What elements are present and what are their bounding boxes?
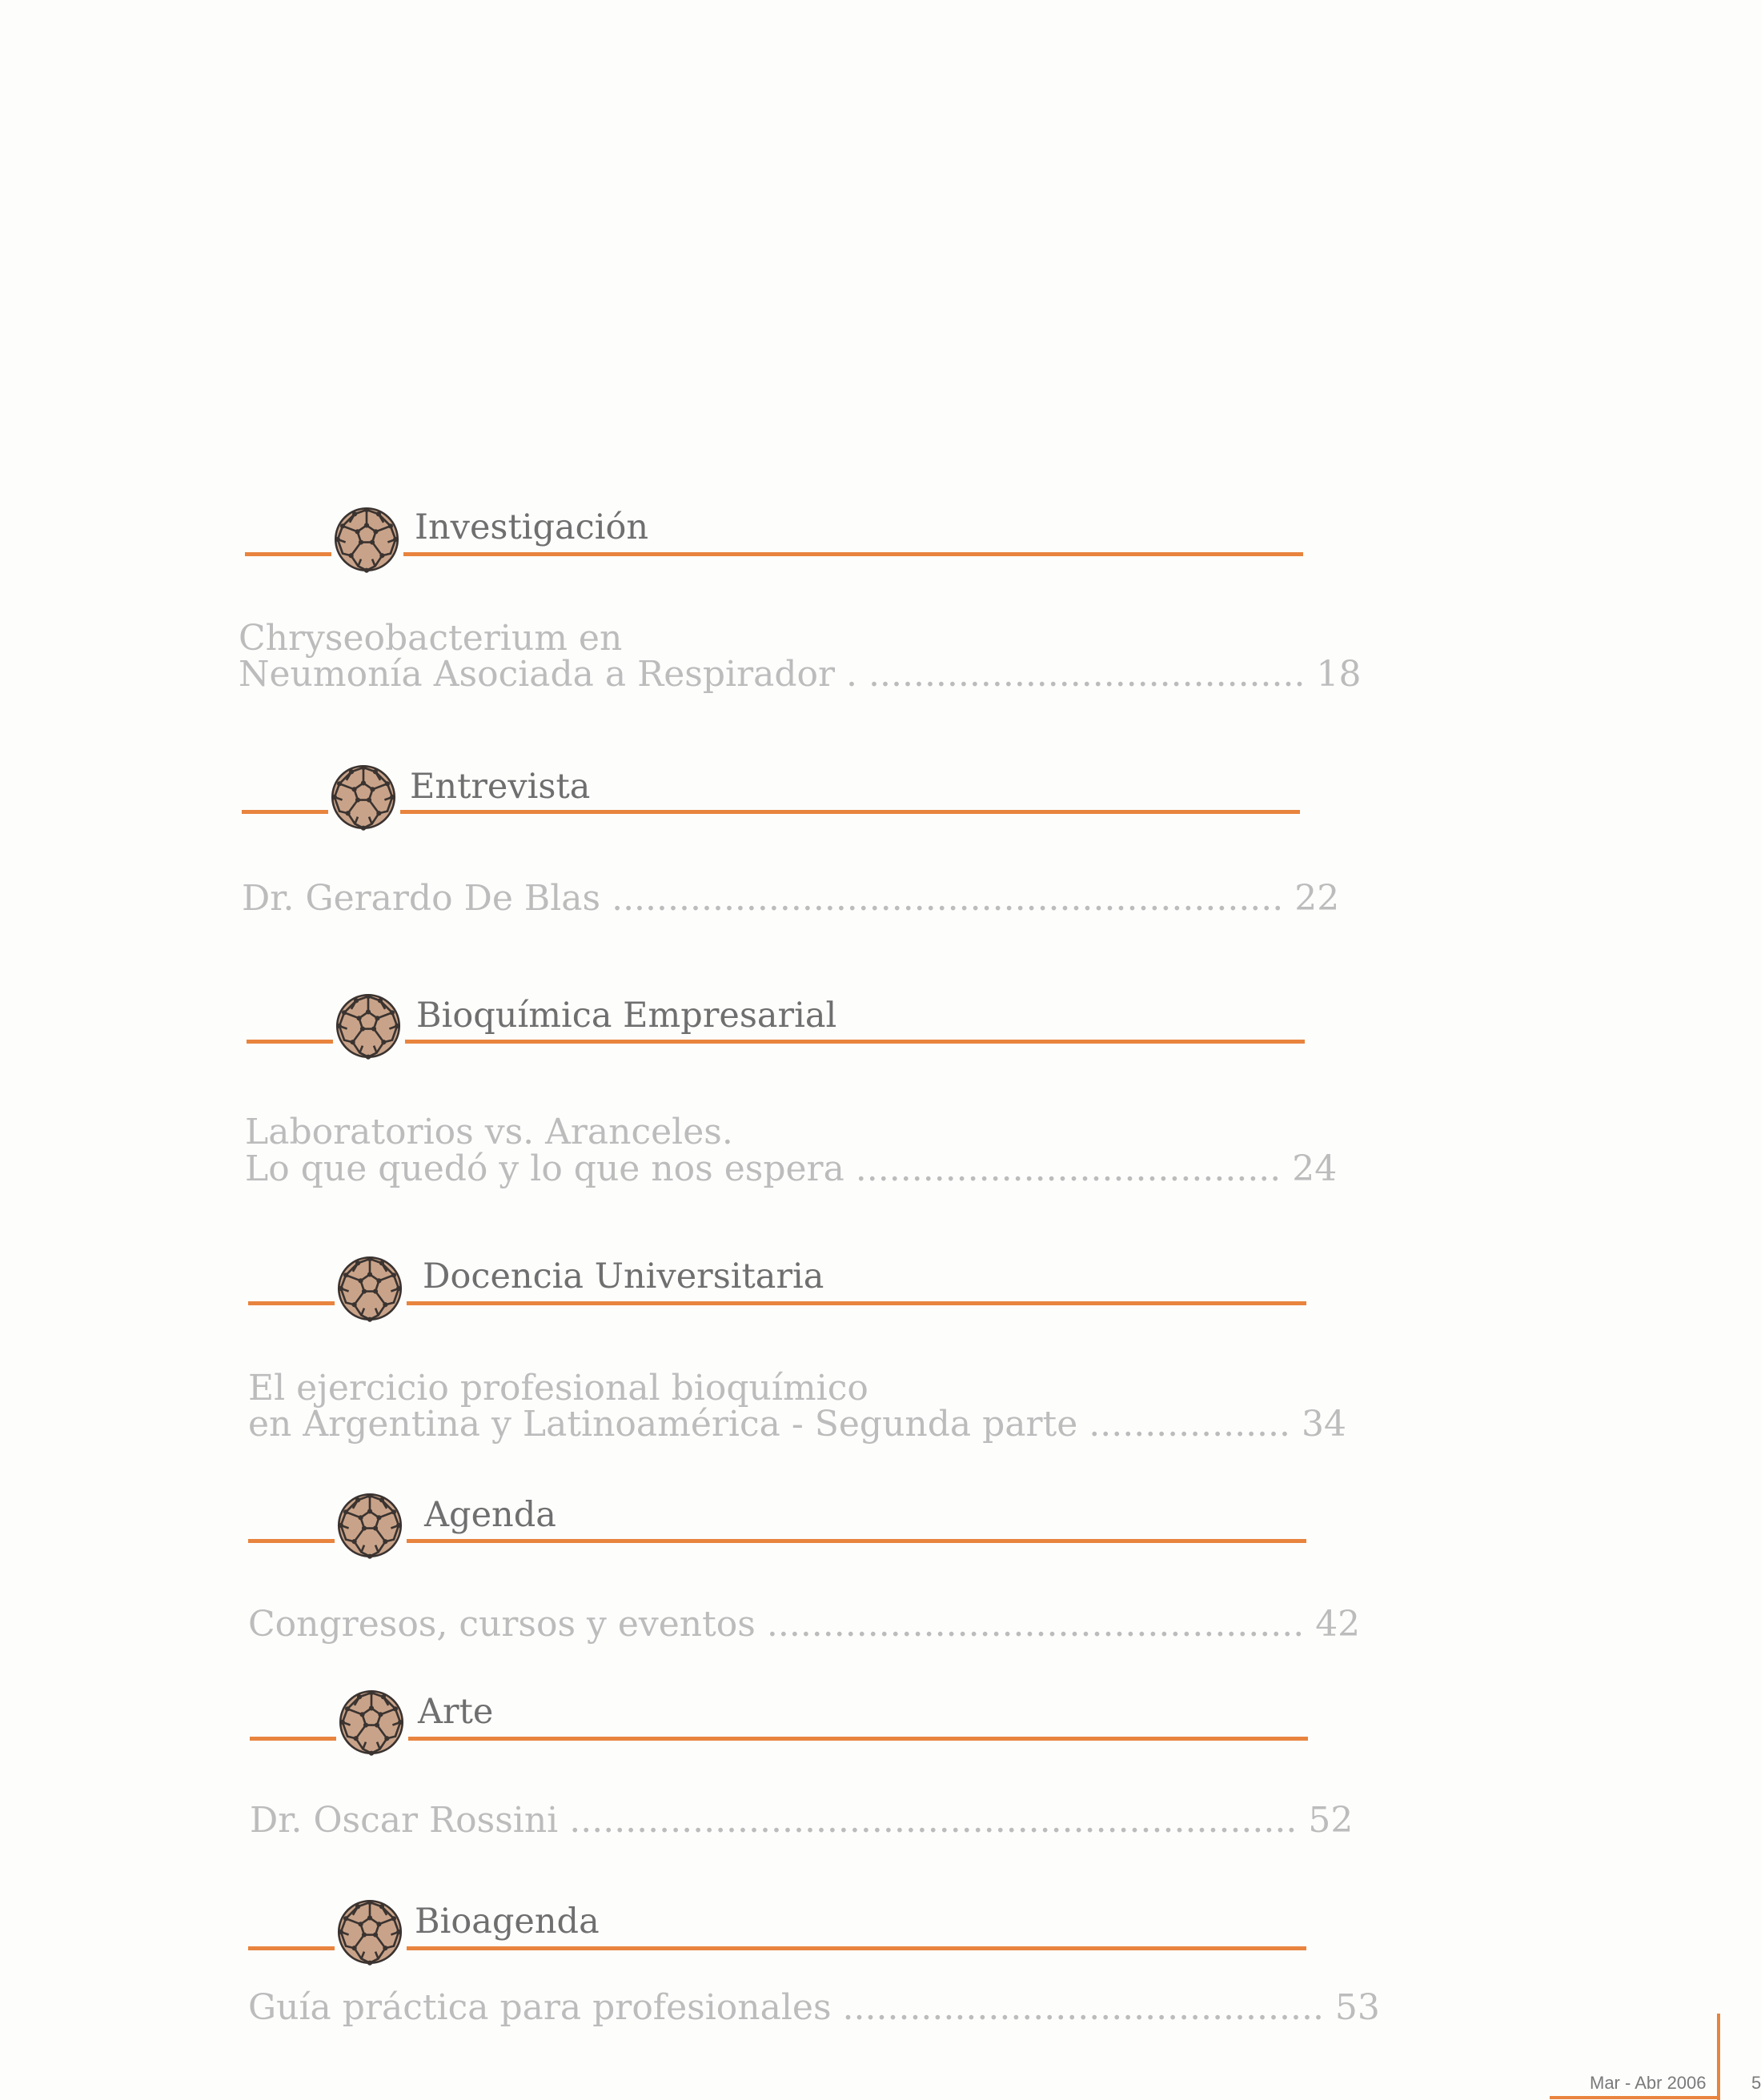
toc-entry-line-1[interactable]: Chryseobacterium en: [239, 618, 623, 659]
section-rule-right: [407, 1539, 1306, 1543]
section-rule-right: [400, 810, 1300, 814]
section-title: Entrevista: [410, 767, 591, 807]
section-rule-left: [248, 1946, 335, 1950]
fullerene-molecule-icon: [333, 991, 403, 1061]
section-rule-left: [245, 552, 331, 556]
toc-entry-line-1[interactable]: Laboratorios vs. Aranceles.: [245, 1112, 733, 1152]
section-title: Bioquímica Empresarial: [416, 996, 837, 1036]
toc-entry-line-2[interactable]: Lo que quedó y lo que nos espera ...................................... 24: [245, 1148, 1338, 1189]
toc-entry-line-2[interactable]: Congresos, cursos y eventos ................................................ 42: [248, 1604, 1361, 1645]
toc-entry-line-2[interactable]: Dr. Gerardo De Blas ............................................................ 22: [242, 878, 1340, 919]
fullerene-molecule-icon: [328, 762, 399, 832]
fullerene-molecule-icon: [331, 504, 402, 575]
footer-issue-date: Mar - Abr 2006: [1590, 2073, 1707, 2093]
toc-entry-line-2[interactable]: Guía práctica para profesionales ........................................... 53: [248, 1987, 1380, 2028]
section-rule-left: [242, 810, 328, 814]
section-title: Investigación: [415, 507, 649, 547]
section-rule-left: [247, 1040, 333, 1044]
footer-page-number: 5: [1751, 2073, 1761, 2093]
section-rule-left: [248, 1301, 335, 1305]
footer-divider-vertical: [1717, 2014, 1720, 2100]
fullerene-molecule-icon: [335, 1490, 405, 1561]
section-title: Bioagenda: [415, 1902, 600, 1942]
section-rule-right: [408, 1737, 1308, 1741]
fullerene-molecule-icon: [335, 1253, 405, 1324]
section-title: Arte: [418, 1692, 494, 1732]
section-rule-right: [403, 552, 1303, 556]
section-title: Docencia Universitaria: [423, 1256, 824, 1296]
fullerene-molecule-icon: [336, 1687, 407, 1757]
section-rule-left: [248, 1539, 335, 1543]
toc-entry-line-1[interactable]: El ejercicio profesional bioquímico: [248, 1368, 868, 1409]
section-rule-right: [405, 1040, 1305, 1044]
section-rule-left: [250, 1737, 336, 1741]
toc-entry-line-2[interactable]: en Argentina y Latinoamérica - Segunda parte .................. 34: [248, 1404, 1346, 1445]
section-title: Agenda: [424, 1495, 556, 1535]
fullerene-molecule-icon: [335, 1897, 405, 1967]
section-rule-right: [407, 1301, 1306, 1305]
toc-entry-line-2[interactable]: Neumonía Asociada a Respirador . ....................................... 18: [239, 654, 1362, 695]
section-rule-right: [407, 1946, 1306, 1950]
toc-entry-line-2[interactable]: Dr. Oscar Rossini ................................................................. 52: [250, 1800, 1354, 1841]
footer-divider-horizontal: [1550, 2096, 1719, 2099]
